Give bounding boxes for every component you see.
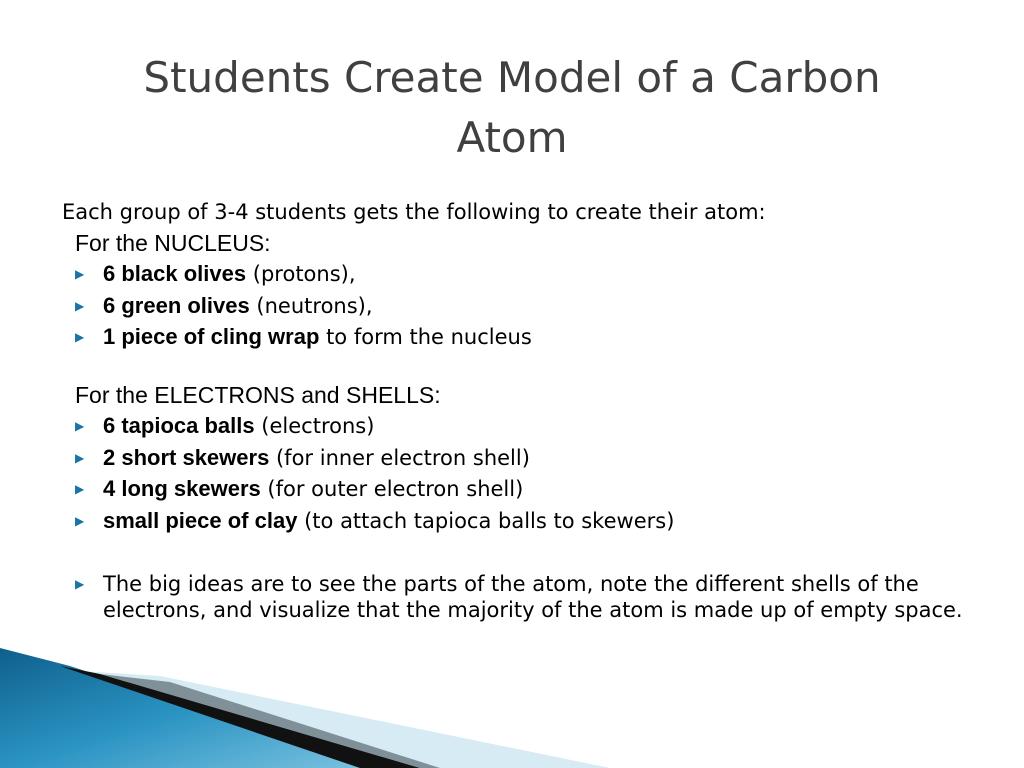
- bullet-arrow-icon: ▶: [75, 514, 85, 528]
- item-text: (electrons): [254, 414, 375, 438]
- item-bold-text: 1 piece of cling wrap: [103, 324, 320, 349]
- bullet-arrow-icon: ▶: [75, 451, 85, 465]
- nucleus-heading: For the NUCLEUS:: [75, 230, 271, 256]
- bullet-arrow-icon: ▶: [75, 577, 85, 591]
- item-bold-text: small piece of clay: [103, 508, 298, 533]
- big-ideas-text: The big ideas are to see the parts of the atom, note the different shells of the electrons, and visualize that the majority of the atom is made up of empty space.: [103, 572, 963, 622]
- bullet-arrow-icon: ▶: [75, 330, 85, 344]
- slide-title: Students Create Model of a Carbon Atom: [143, 53, 881, 162]
- intro-text: Each group of 3-4 students gets the following to create their atom:: [62, 200, 766, 224]
- item-text: (protons),: [246, 262, 356, 286]
- item-bold-text: 2 short skewers: [103, 445, 270, 470]
- bullet-arrow-icon: ▶: [75, 267, 85, 281]
- decorative-corner-swoosh: [0, 640, 1024, 768]
- item-text: (neutrons),: [249, 294, 373, 318]
- item-bold-text: 4 long skewers: [103, 476, 261, 501]
- electrons-heading: For the ELECTRONS and SHELLS:: [75, 382, 441, 408]
- bullet-arrow-icon: ▶: [75, 482, 85, 496]
- item-text: (to attach tapioca balls to skewers): [297, 509, 675, 533]
- item-bold-text: 6 green olives: [103, 293, 250, 318]
- item-text: (for inner electron shell): [269, 446, 530, 470]
- item-bold-text: 6 black olives: [103, 261, 247, 286]
- bullet-arrow-icon: ▶: [75, 419, 85, 433]
- item-text: to form the nucleus: [319, 325, 532, 349]
- item-bold-text: 6 tapioca balls: [103, 413, 255, 438]
- bullet-arrow-icon: ▶: [75, 299, 85, 313]
- item-text: (for outer electron shell): [260, 477, 524, 501]
